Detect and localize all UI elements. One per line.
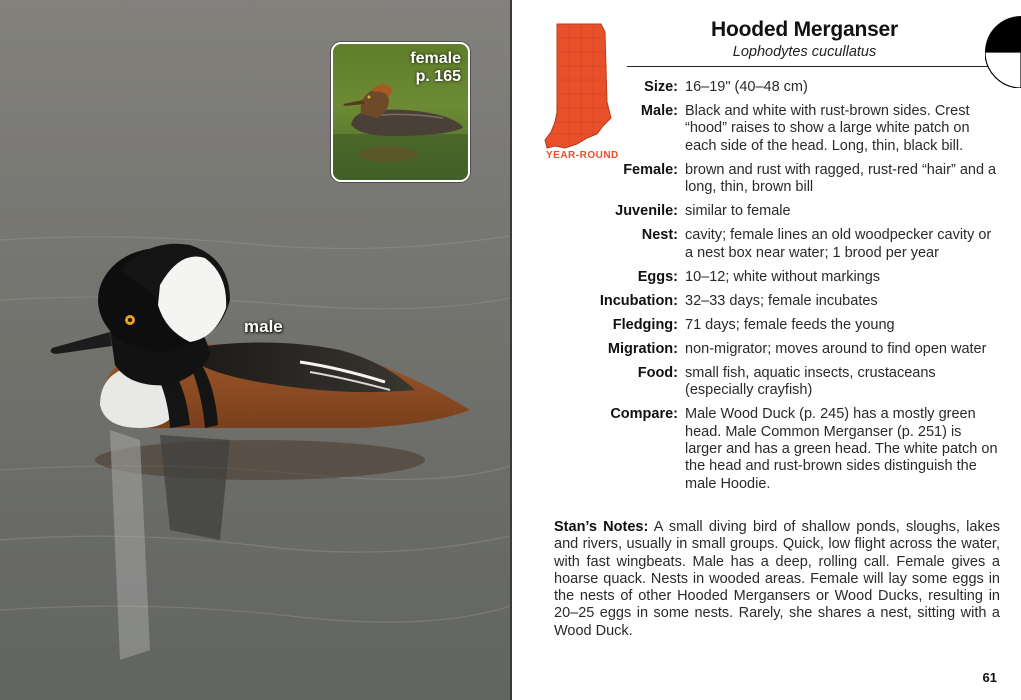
- male-label: male: [244, 317, 283, 336]
- fact-value: Black and white with rust-brown sides. Crest “hood” raises to show a large white patch on each side of the head. Long, thin, black bill.: [685, 103, 970, 154]
- fact-label: Size:: [644, 79, 678, 95]
- fact-fledging: [552, 317, 1000, 334]
- female-label: female: [410, 50, 461, 67]
- species-text-page: [512, 0, 1021, 700]
- fact-value: non-migrator; moves around to find open water: [685, 340, 987, 357]
- fact-value: Male Wood Duck (p. 245) has a mostly green head. Male Common Merganser (p. 251) is larger and has a green head. The white patch on the head and rust-brown sides distinguish the male Hoodie.: [685, 406, 998, 492]
- range-caption: YEAR-ROUND: [546, 150, 619, 161]
- notes-text: A small diving bird of shallow ponds, sloughs, lakes and rivers, usually in small groups. Quick, low flight across the water, with fast wingbeats. Male has a deep, rolling call. Female gives a hoarse quack. Nests in wooded areas. Female will lay some eggs in the nests of other Hooded Mergansers or Wood Ducks, resulting in 20–25 eggs in some nests. Rarely, she shares a nest, sitting with a Wood Duck.: [554, 519, 1001, 639]
- fact-compare: [552, 406, 1000, 492]
- fact-value: 32–33 days; female incubates: [685, 292, 878, 309]
- fact-label: Incubation:: [599, 292, 678, 309]
- color-tab-icon: [985, 16, 1021, 88]
- stans-notes: [554, 519, 1000, 640]
- title-divider: [627, 66, 1021, 67]
- fact-label: Eggs:: [637, 268, 678, 285]
- fact-male: [552, 103, 1000, 155]
- fact-value: cavity; female lines an old woodpecker cavity or a nest box near water; 1 brood per year: [685, 227, 992, 261]
- fact-label: Male:: [640, 103, 678, 120]
- page-number: 61: [982, 670, 997, 685]
- fact-label: Nest:: [641, 227, 678, 244]
- fact-value: 71 days; female feeds the young: [685, 316, 895, 333]
- fact-label: Fledging:: [612, 316, 678, 333]
- fact-incubation: [552, 293, 1000, 310]
- common-name: Hooded Merganser: [711, 18, 898, 41]
- fact-food: [552, 365, 1000, 400]
- male-photo: [0, 0, 510, 700]
- female-page-reference[interactable]: [410, 50, 461, 86]
- fact-label: Migration:: [607, 340, 678, 357]
- fact-nest: [552, 227, 1000, 262]
- notes-label: Stan’s Notes:: [554, 519, 649, 535]
- species-heading: [632, 18, 977, 60]
- fact-list: [552, 79, 1000, 500]
- fact-label: Female:: [623, 161, 678, 178]
- fact-female: [552, 162, 1000, 197]
- fact-size: [552, 79, 1000, 96]
- female-page-number: p. 165: [415, 68, 461, 85]
- female-inset-photo: [331, 42, 470, 182]
- fact-eggs: [552, 269, 1000, 286]
- fact-label: Food:: [637, 365, 678, 382]
- fact-value: 10–12; white without markings: [685, 268, 881, 285]
- scientific-name: Lophodytes cucullatus: [732, 44, 877, 60]
- fact-value: small fish, aquatic insects, crustaceans (especially crayfish): [685, 365, 936, 399]
- fact-value: similar to female: [685, 203, 791, 220]
- fact-migration: [552, 341, 1000, 358]
- fact-label: Juvenile:: [615, 203, 678, 220]
- fact-label: Compare:: [610, 406, 678, 423]
- fact-value: brown and rust with ragged, rust-red “hair” and a long, thin, brown bill: [685, 161, 997, 196]
- fact-value: 16–19" (40–48 cm): [685, 79, 808, 95]
- fact-juvenile: [552, 203, 1000, 220]
